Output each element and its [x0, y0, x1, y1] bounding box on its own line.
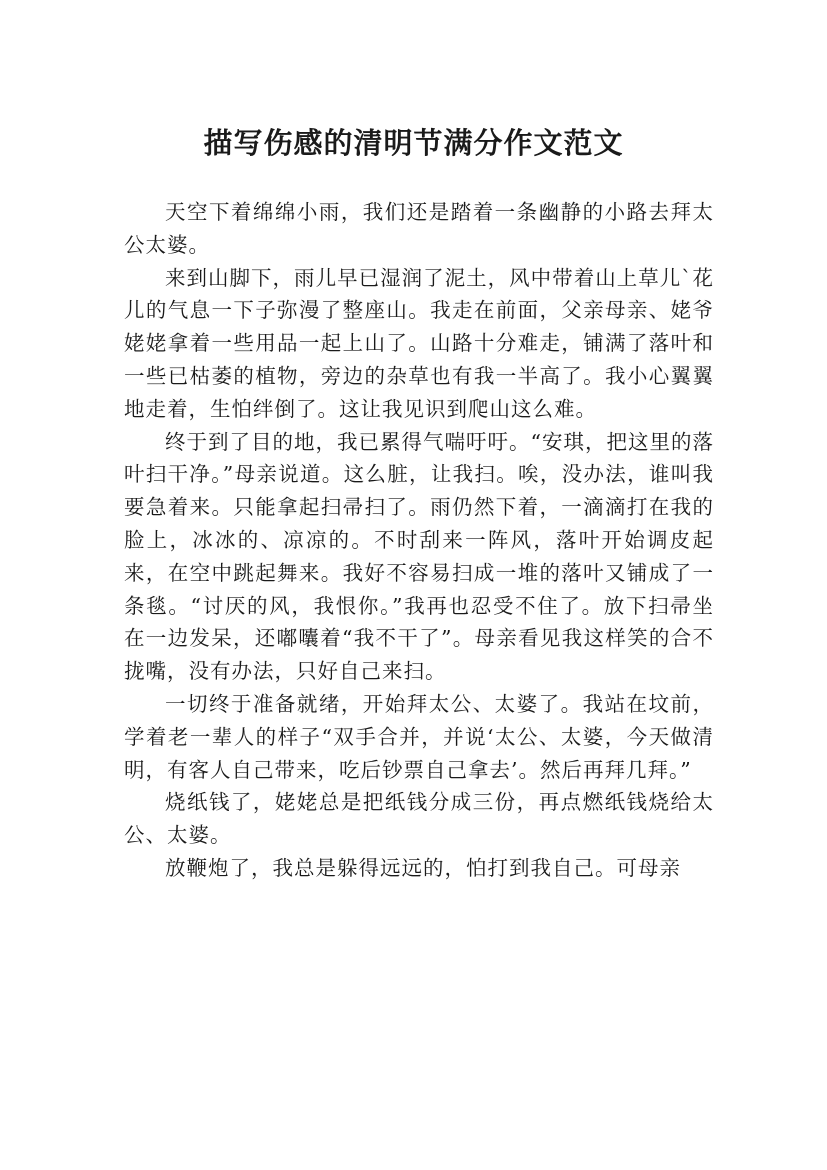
paragraph-3: 终于到了目的地，我已累得气喘吁吁。“安琪，把这里的落叶扫干净。”母亲说道。这么脏，让我扫。唉，没办法，谁叫我要急着来。只能拿起扫帚扫了。雨仍然下着，一滴滴打在我的脸上，冰冰的、凉凉的。不时刮来一阵风，落叶开始调皮起来，在空中跳起舞来。我好不容易扫成一堆的落叶又铺成了一条毯。“讨厌的风，我恨你。”我再也忍受不住了。放下扫帚坐在一边发呆，还嘟囔着“我不干了”。母亲看见我这样笑的合不拢嘴，没有办法，只好自己来扫。 — [124, 429, 714, 684]
paragraph-4: 一切终于准备就绪，开始拜太公、太婆了。我站在坟前，学着老一辈人的样子“双手合并，并说‘太公、太婆，今天做清明，有客人自己带来，吃后钞票自己拿去’。然后再拜几拜。” — [124, 691, 714, 782]
document-title: 描写伤感的清明节满分作文范文 — [203, 126, 624, 161]
article-body — [124, 196, 714, 885]
paragraph-6: 放鞭炮了，我总是躲得远远的，怕打到我自己。可母亲 — [165, 855, 681, 880]
paragraph-2: 来到山脚下，雨儿早已湿润了泥土，风中带着山上草儿`花儿的气息一下子弥漫了整座山。我走在前面，父亲母亲、姥爷姥姥拿着一些用品一起上山了。山路十分难走，铺满了落叶和一些已枯萎的植物，旁边的杂草也有我一半高了。我小心翼翼地走着，生怕绊倒了。这让我见识到爬山这么难。 — [124, 265, 714, 421]
paragraph-5: 烧纸钱了，姥姥总是把纸钱分成三份，再点燃纸钱烧给太公、太婆。 — [124, 790, 714, 848]
paragraph-1: 天空下着绵绵小雨，我们还是踏着一条幽静的小路去拜太公太婆。 — [124, 200, 714, 257]
